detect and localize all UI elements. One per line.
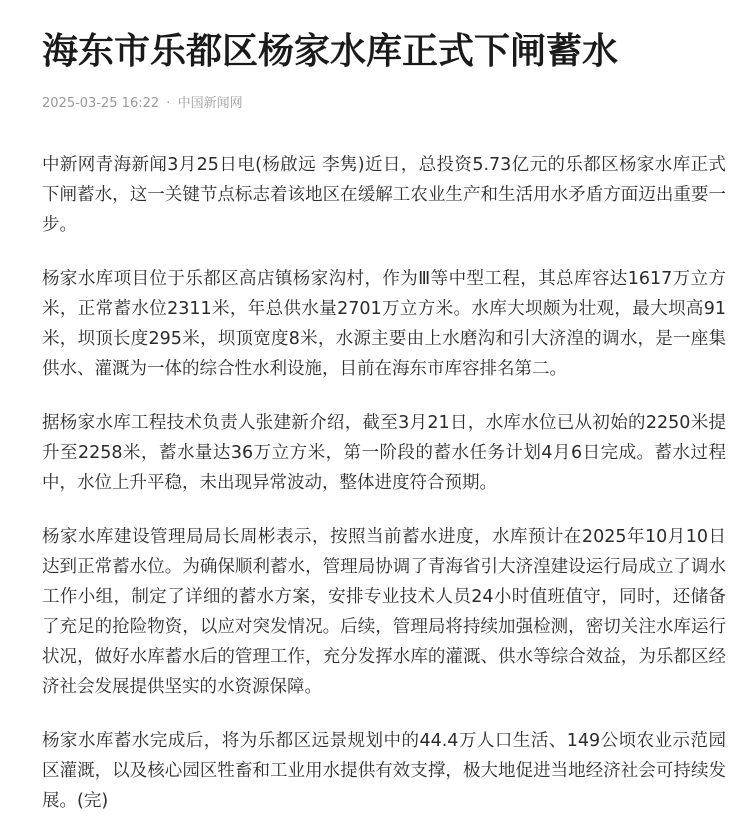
paragraph-4: 杨家水库建设管理局局长周彬表示，按照当前蓄水进度，水库预计在2025年10月10日达到正常蓄水位。为确保顺利蓄水，管理局协调了青海省引大济湟建设运行局成立了调水工作小组，制定了详细的蓄水方案，安排专业技术人员24小时值班值守，同时，还储备了充足的抢险物资，以应对突发情况。后续，管理局将持续加强检测，密切关注水库运行状况，做好水库蓄水后的管理工作，充分发挥水库的灌溉、供水等综合效益，为乐都区经济社会发展提供坚实的水资源保障。: [42, 527, 726, 697]
article-body: [42, 150, 726, 840]
publish-date: 2025-03-25 16:22: [42, 96, 160, 111]
paragraph-1: 中新网青海新闻3月25日电(杨啟远 李隽)近日，总投资5.73亿元的乐都区杨家水库正式下闸蓄水，这一关键节点标志着该地区在缓解工农业生产和生活用水矛盾方面迈出重要一步。: [42, 155, 726, 235]
article-meta: [42, 94, 243, 114]
meta-separator: ·: [166, 96, 171, 111]
paragraph-2: 杨家水库项目位于乐都区高店镇杨家沟村，作为Ⅲ等中型工程，其总库容达1617万立方米，正常蓄水位2311米，年总供水量2701万立方米。水库大坝颇为壮观，最大坝高91米，坝顶长度295米，坝顶宽度8米，水源主要由上水磨沟和引大济湟的调水，是一座集供水、灌溉为一体的综合性水利设施，目前在海东市库容排名第二。: [42, 269, 726, 379]
article-source: 中国新闻网: [177, 96, 243, 111]
paragraph-5: 杨家水库蓄水完成后，将为乐都区远景规划中的44.4万人口生活、149公顷农业示范园区灌溉，以及核心园区牲畜和工业用水提供有效支撑，极大地促进当地经济社会可持续发展。(完): [42, 731, 726, 811]
article-title: 海东市乐都区杨家水库正式下闸蓄水: [42, 31, 619, 72]
paragraph-3: 据杨家水库工程技术负责人张建新介绍，截至3月21日，水库水位已从初始的2250米提升至2258米，蓄水量达36万立方米，第一阶段的蓄水任务计划4月6日完成。蓄水过程中，水位上升平稳，未出现异常波动，整体进度符合预期。: [42, 413, 726, 493]
